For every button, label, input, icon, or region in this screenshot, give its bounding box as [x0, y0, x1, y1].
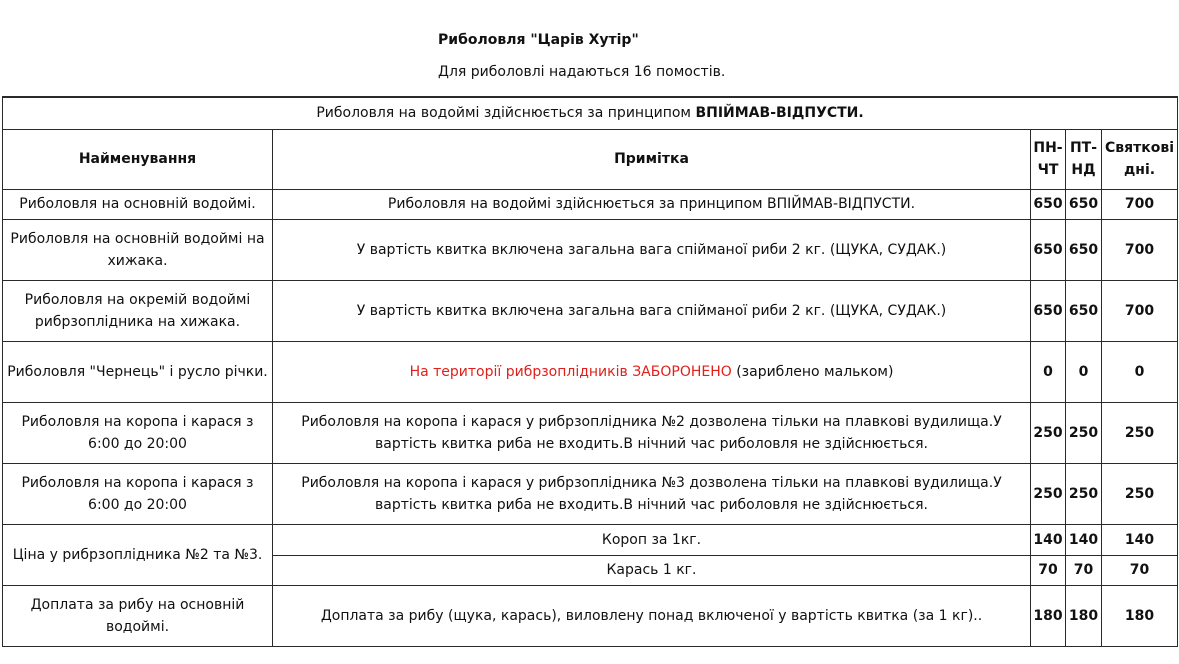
table-row [3, 463, 1178, 524]
row-price-weekend: 650 [1066, 189, 1102, 219]
table-row [3, 219, 1178, 280]
row-note [273, 341, 1031, 402]
row-note: У вартість квитка включена загальна вага спійманої риби 2 кг. (ЩУКА, СУДАК.) [273, 219, 1031, 280]
row-name: Риболовля "Чернець" і русло річки. [3, 341, 273, 402]
banner-strong-text: ВПІЙМАВ-ВІДПУСТИ. [695, 105, 864, 122]
row-price-holiday: 70 [1102, 555, 1178, 585]
table-row [3, 280, 1178, 341]
row-note: Риболовля на коропа і карася у рибрзоплідника №2 дозволена тільки на плавкові вудилища.У вартість квитка риба не входить.В нічний час риболовля не здійснюється. [273, 402, 1031, 463]
row-note: Риболовля на коропа і карася у рибрзоплідника №3 дозволена тільки на плавкові вудилища.У вартість квитка риба не входить.В нічний час риболовля не здійснюється. [273, 463, 1031, 524]
row-price-weekday: 180 [1031, 585, 1066, 646]
header-name: Найменування [3, 129, 273, 189]
row-note: Короп за 1кг. [273, 524, 1031, 555]
row-note: Карась 1 кг. [273, 555, 1031, 585]
row-price-weekend: 650 [1066, 280, 1102, 341]
row-name: Риболовля на коропа і карася з 6:00 до 20:00 [3, 463, 273, 524]
row-price-weekend: 250 [1066, 463, 1102, 524]
header-row [3, 129, 1178, 189]
row-price-weekend: 140 [1066, 524, 1102, 555]
table-row [3, 524, 1178, 555]
row-price-weekday: 0 [1031, 341, 1066, 402]
header-weekday: ПН-ЧТ [1031, 129, 1066, 189]
table-row [3, 189, 1178, 219]
row-price-weekend: 650 [1066, 219, 1102, 280]
row-price-holiday: 700 [1102, 280, 1178, 341]
row-name: Риболовля на основній водоймі на хижака. [3, 219, 273, 280]
row-name: Риболовля на окремій водоймі рибрзоплідника на хижака. [3, 280, 273, 341]
row-price-weekend: 180 [1066, 585, 1102, 646]
price-table [2, 96, 1178, 647]
row-note: У вартість квитка включена загальна вага спійманої риби 2 кг. (ЩУКА, СУДАК.) [273, 280, 1031, 341]
table-row [3, 341, 1178, 402]
row-name: Риболовля на основній водоймі. [3, 189, 273, 219]
prohibition-warning: На території рибрзоплідників ЗАБОРОНЕНО [409, 363, 732, 380]
header-weekend: ПТ-НД [1066, 129, 1102, 189]
row-price-holiday: 700 [1102, 189, 1178, 219]
table-row [3, 585, 1178, 646]
row-price-holiday: 180 [1102, 585, 1178, 646]
table-row [3, 402, 1178, 463]
row-name: Доплата за рибу на основній водоймі. [3, 585, 273, 646]
row-price-holiday: 250 [1102, 402, 1178, 463]
row-price-holiday: 0 [1102, 341, 1178, 402]
row-price-holiday: 250 [1102, 463, 1178, 524]
page-subtitle: Для риболовлі надаються 16 помостів. [438, 64, 726, 80]
header-holiday: Святкові дні. [1102, 129, 1178, 189]
prohibition-note: (зариблено мальком) [731, 363, 894, 380]
row-price-weekday: 70 [1031, 555, 1066, 585]
header-note: Примітка [273, 129, 1031, 189]
page-title: Риболовля "Царів Хутір" [438, 32, 639, 48]
row-price-weekday: 650 [1031, 189, 1066, 219]
row-price-weekday: 650 [1031, 280, 1066, 341]
row-note: Риболовля на водоймі здійснюється за принципом ВПІЙМАВ-ВІДПУСТИ. [273, 189, 1031, 219]
row-price-weekend: 0 [1066, 341, 1102, 402]
banner-cell [3, 97, 1178, 129]
banner-row [3, 97, 1178, 129]
row-name: Риболовля на коропа і карася з 6:00 до 20:00 [3, 402, 273, 463]
row-price-weekday: 140 [1031, 524, 1066, 555]
row-note: Доплата за рибу (щука, карась), виловлену понад включеної у вартість квитка (за 1 кг).. [273, 585, 1031, 646]
row-price-holiday: 140 [1102, 524, 1178, 555]
row-price-holiday: 700 [1102, 219, 1178, 280]
row-price-weekend: 250 [1066, 402, 1102, 463]
banner-text: Риболовля на водоймі здійснюється за принципом [316, 105, 696, 122]
row-price-weekday: 250 [1031, 463, 1066, 524]
row-price-weekday: 250 [1031, 402, 1066, 463]
price-group-name: Ціна у рибрзоплідника №2 та №3. [3, 524, 273, 585]
row-price-weekend: 70 [1066, 555, 1102, 585]
row-price-weekday: 650 [1031, 219, 1066, 280]
